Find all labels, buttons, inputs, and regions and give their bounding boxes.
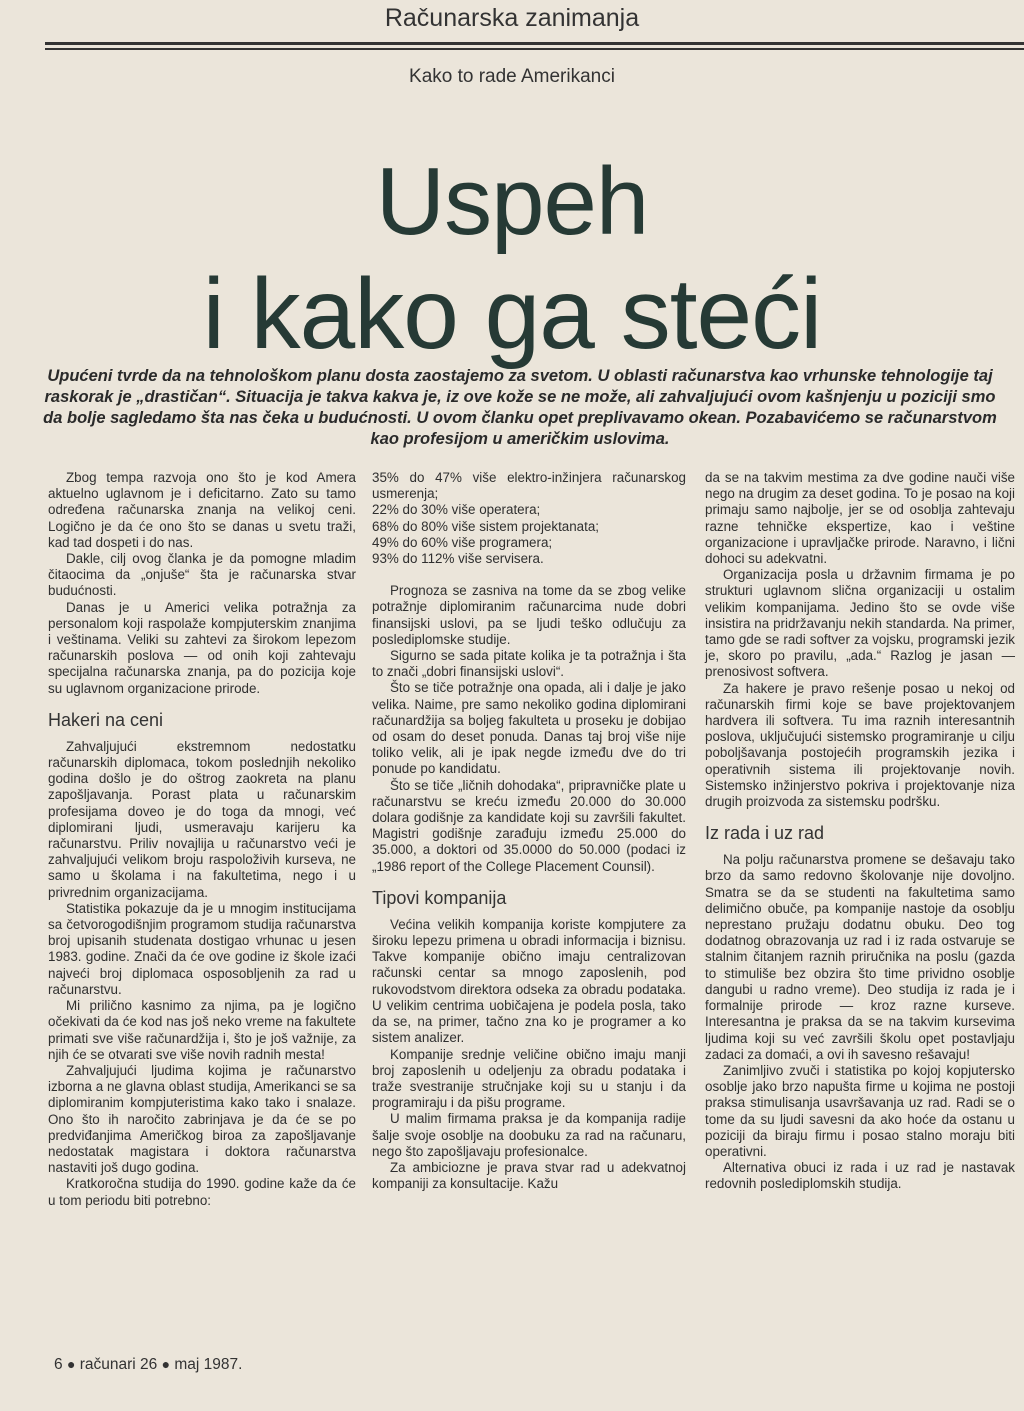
kicker: Kako to rade Amerikanci	[409, 66, 615, 87]
column-3	[705, 470, 1015, 1193]
headline-line-2: i kako ga steći	[202, 258, 822, 370]
subheading: Tipovi kompanija	[372, 887, 507, 908]
paragraph: Većina velikih kompanija koriste kompjutere za široku lepezu primena u obradi informacija i biznisu. Takve kompanije obično imaju centralizovan računski centar sa mnogo zaposlenih, pod rukovodstvom direktora odseka za obradu podataka. U velikim centrima uobičajena je podela posla, tako da se, na primer, tačno zna ko je programer a ko sistem analizer.	[372, 916, 686, 1046]
page-footer	[54, 1356, 242, 1374]
paragraph: Prognoza se zasniva na tome da se zbog velike potražnje diplomiranim računarcima nude dobri finansijski uslovi, pa se ljudi teško odlučuju za poslediplomske studije.	[372, 583, 686, 647]
paragraph: Alternativa obuci iz rada i uz rad je nastavak redovnih poslediplomskih studija.	[705, 1160, 1015, 1192]
paragraph: Statistika pokazuje da je u mnogim institucijama sa četvorogodišnjim programom studija računarstva broj upisanih studenata dostigao vrhunac u jesen 1983. godine. Znači da će ove godine iz škole izaći najveći broj diplomaca osposobljenih za rad u računarstvu.	[48, 900, 356, 997]
paragraph: Organizacija posla u državnim firmama je po strukturi uglavnom slična organizaciji u ostalim velikim kompanijama. Jedino što se ovde više insistira na pridržavanju nekih standarda. Na primer, tamo gde se radi softver za vojsku, programski jezik je, skoro po pravilu, „ada.“ Razlog je jasan — prenosivost softvera.	[705, 567, 1015, 680]
header-rules	[45, 42, 1024, 50]
magazine-issue: računari 26	[79, 1356, 158, 1373]
paragraph: Zanimljivo zvuči i statistika po kojoj kopjutersko osoblje jako brzo napušta firme u kojima ne postoji praksa stimulisanja usavršavanja uz rad. Radi se o tome da su ljudi savesni da ako hoće da ostanu u poziciji da biraju firmu i posao stalno moraju biti operativni.	[705, 1062, 1015, 1159]
paragraph: Kompanije srednje veličine obično imaju manji broj zaposlenih u odeljenju za obradu podataka i traže svestranije stručnjake koji su u stanju i da programiraju i da pišu programe.	[372, 1046, 686, 1111]
paragraph: Na polju računarstva promene se dešavaju tako brzo da samo redovno školovanje nije dovoljno. Smatra se da se studenti na fakultetima samo delimično obuče, pa kompanije nastoje da osoblju neprestano pružaju dodatnu obuku. Deo tog dodatnog obrazovanja uz rad i iz rada ostvaruje se stalnim čitanjem raznih priručnika na poslu (gazda to stimuliše bez obzira što time prividno osoblje dangubi u radno vreme). Deo studija iz rada je i formalnije prirode — kroz razne kurseve. Interesantna je praksa da se na takvim kursevima ljudima koji su već završili školu opet postavljaju zadaci za domaći, a ovi ih savesno rešavaju!	[705, 852, 1015, 1062]
paragraph: Što se tiče potražnje ona opada, ali i dalje je jako velika. Naime, pre samo nekoliko godina diplomirani računardžija sa boljeg fakulteta u proseku je dobijao od osam do deset ponuda. Danas taj broj više nije toliko velik, ali je ipak negde između dve do tri ponude po kandidatu.	[372, 680, 686, 777]
statistic-line: 68% do 80% više sistem projektanata;	[372, 518, 600, 534]
paragraph: Za hakere je pravo rešenje posao u nekoj od računarskih firmi koje se bave projektovanjem hardvera ili softvera. Tu ima raznih interesantnih poslova, uključujući sistemsko programiranje u cilju poboljšavanja postojećih programskih jezika i operativnih sistema ili projektovanje novih. Sistemsko inžinjerstvo pokriva i projektovanje niza drugih proizvoda za sistemsku podršku.	[705, 680, 1015, 810]
paragraph: Zahvaljujući ljudima kojima je računarstvo izborna a ne glavna oblast studija, Amerikanci se sa diplomiranim kompjuteristima kako tako i snalaze. Ono što ih naročito zabrinjava je da će se po predviđanjima Američkog biroa za zapošljavanje nedostatak magistara i doktora računarstva nastaviti još dugo godina.	[48, 1062, 356, 1176]
paragraph: U malim firmama praksa je da kompanija radije šalje svoje osoblje na doobuku za rad na računaru, nego što zapošljavaju profesionalce.	[372, 1111, 686, 1159]
subheading: Hakeri na ceni	[48, 709, 164, 730]
statistic-line: 35% do 47% više elektro-inžinjera računarskog usmerenja;	[372, 470, 686, 502]
issue-date: maj 1987.	[174, 1356, 243, 1373]
paragraph: Što se tiče „ličnih dohodaka“, pripravničke plate u računarstvu se kreću između 20.000 do 30.000 dolara godišnje za kandidate koji su završili fakultet. Magistri godišnje zarađuju između 25.000 do 35.000, a doktori od 35.0000 do 50.000 (podaci iz „1986 report of the College Placement Counsil).	[372, 777, 686, 874]
statistic-line: 49% do 60% više programera;	[372, 534, 553, 550]
column-1	[48, 470, 356, 1209]
paragraph: Zahvaljujući ekstremnom nedostatku računarskih diplomaca, tokom poslednjih nekoliko godina došlo je do oštrog zaokreta na planu zapošljavanja. Porast plata u računarskim profesijama doveo je do toga da mnogi, već diplomirani ljudi, usmeravaju karijeru ka računarstvu. Priliv novajlija u računarstvo veći je zahvaljujući velikom broju raspoloživih kurseva, ne samo u školama i na fakultetima, nego i u privrednim organizacijama.	[48, 738, 356, 900]
headline-line-1: Uspeh	[375, 148, 649, 255]
bullet-icon: ●	[161, 1356, 171, 1372]
statistic-line: 93% do 112% više servisera.	[372, 551, 544, 567]
paragraph: Zbog tempa razvoja ono što je kod Amera aktuelno uglavnom je i deficitarno. Zato su tamo određena računarska znanja na velikoj ceni. Logično je da će ono što se danas u svetu traži, kad tad dospeti i do nas.	[48, 470, 356, 550]
paragraph: Kratkoročna studija do 1990. godine kaže da će u tom periodu biti potrebno:	[48, 1176, 356, 1208]
subheading: Iz rada i uz rad	[705, 823, 825, 844]
paragraph: Za ambiciozne je prava stvar rad u adekvatnoj kompaniji za konsultacije. Kažu	[372, 1159, 686, 1192]
paragraph: Mi prilično kasnimo za njima, pa je logično očekivati da će kod nas još neko vreme na fakultete primati sve više računardžija i, što je još važnije, za njih će se otvarati sve više novih radnih mesta!	[48, 998, 356, 1062]
page-number: 6	[54, 1356, 63, 1373]
section-header: Računarska zanimanja	[384, 4, 640, 32]
paragraph: Sigurno se sada pitate kolika je ta potražnja i šta to znači „dobri finansijski uslovi“.	[372, 648, 686, 680]
statistic-line: 22% do 30% više operatera;	[372, 502, 541, 518]
paragraph: da se na takvim mestima za dve godine nauči više nego na drugim za deset godina. To je posao na koji primaju samo najbolje, jer se od osoblja zahtevaju razne tehničke ekspertize, kao i veštine organizacione i upravljačke prirode. Naravno, i lični dohoci su adekvatni.	[705, 470, 1015, 567]
paragraph: Dakle, cilj ovog članka je da pomogne mladim čitaocima da „onjuše“ šta je računarska stvar budućnosti.	[48, 551, 356, 599]
header-rule-top	[45, 42, 1024, 45]
paragraph: Danas je u Americi velika potražnja za personalom koji raspolaže kompjuterskim znanjima i veštinama. Veliki su zahtevi za širokom lepezom računarskih poslova — od onih koji zahtevaju specijalna računarska znanja, pa do pozicija koje su uglavnom organizacione prirode.	[48, 599, 356, 696]
header-rule-bottom	[45, 48, 1024, 50]
bullet-icon: ●	[66, 1356, 76, 1372]
lead-paragraph: Upućeni tvrde da na tehnološkom planu dosta zaostajemo za svetom. U oblasti računarstva kao vrhunske tehnologije taj raskorak je „drastičan“. Situacija je takva kakva je, iz ove kože se ne može, ali zahvaljujući ovom kašnjenju u poziciji smo da bolje sagledamo šta nas čeka u budućnosti. U ovom članku opet preplivavamo okean. Pozabavićemo se računarstvom kao profesijom u američkim uslovima.	[43, 367, 997, 448]
column-2	[372, 470, 686, 1192]
headline	[0, 146, 1024, 370]
